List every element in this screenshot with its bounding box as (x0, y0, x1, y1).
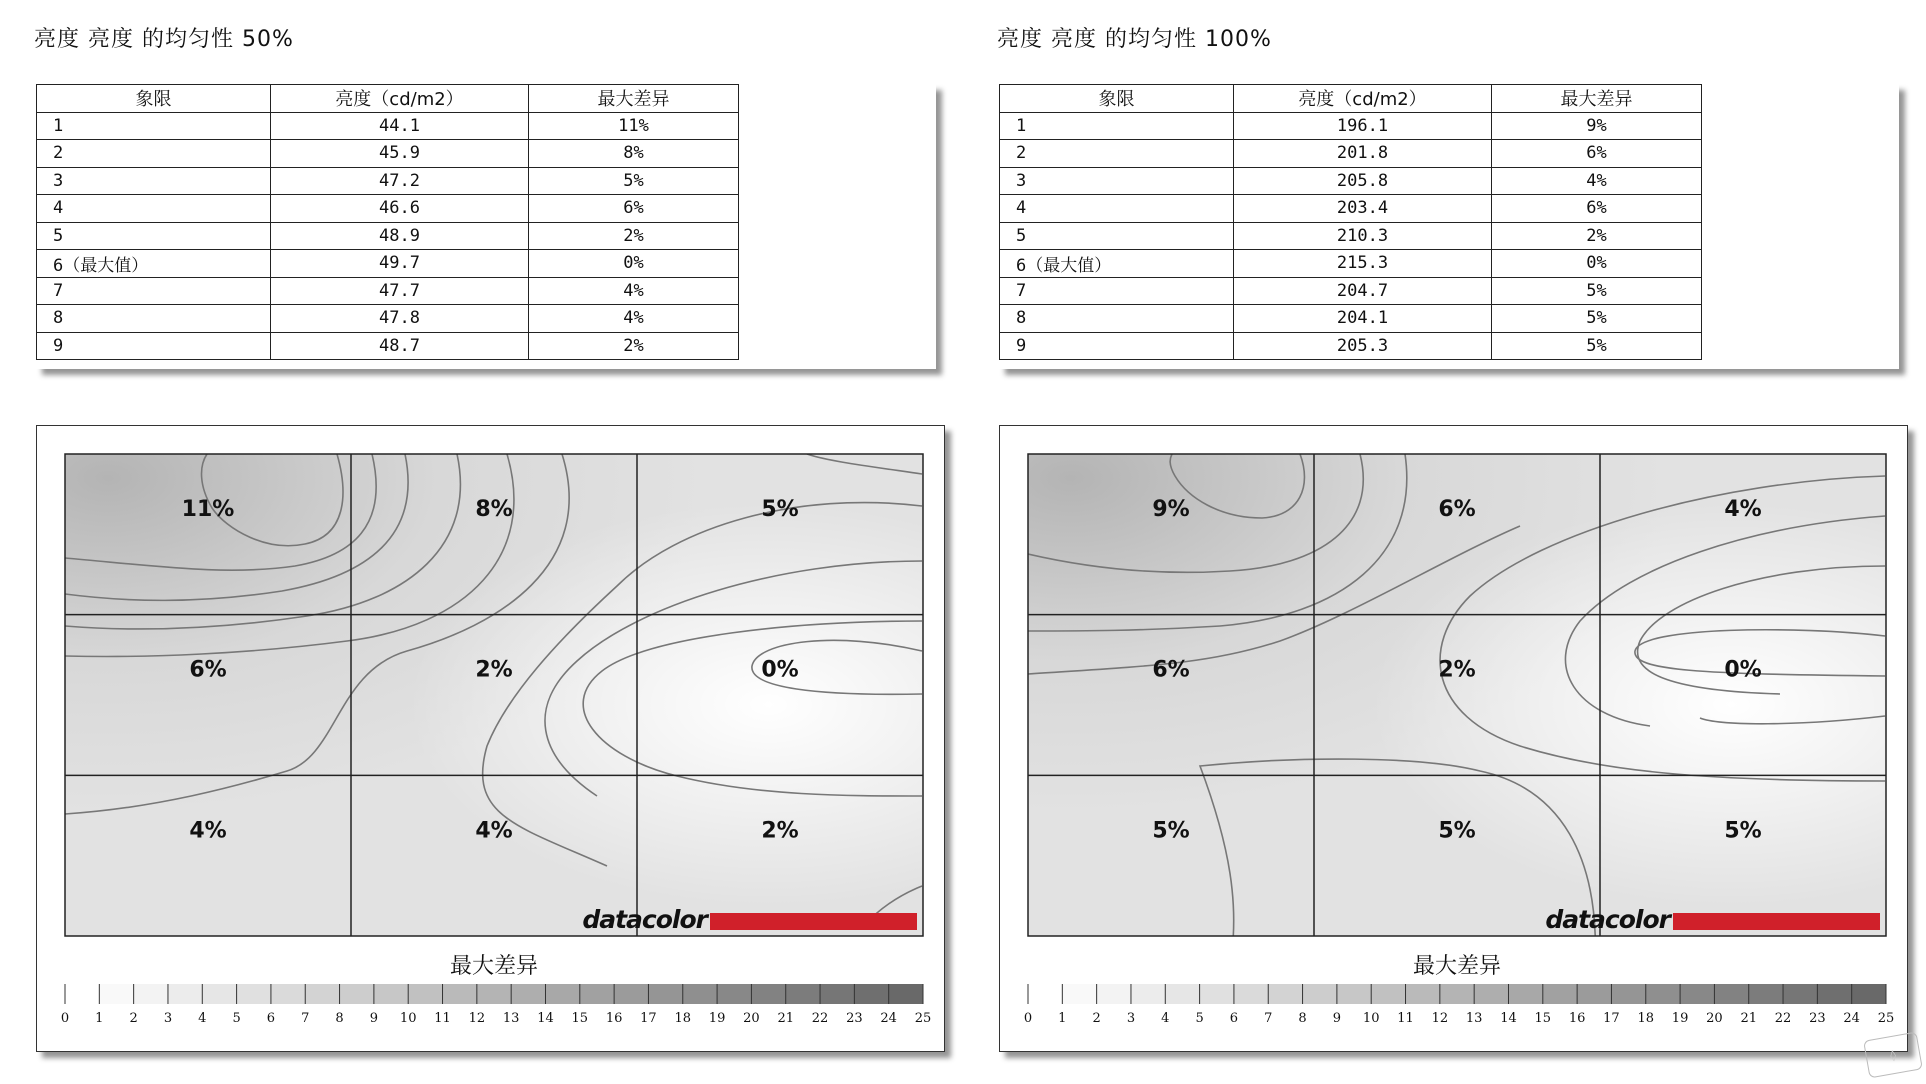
table-row (1000, 112, 1702, 140)
scale-tick-label: 9 (369, 1011, 379, 1026)
scale-swatch (614, 984, 648, 1004)
quadrant-value-label: 2% (475, 657, 513, 683)
scale-tick-label: 10 (399, 1011, 417, 1026)
scale-swatch (580, 984, 614, 1004)
scale-swatch (1234, 984, 1268, 1004)
max-difference-cell: 0% (529, 250, 739, 278)
table-row (37, 250, 739, 278)
scale-tick-label: 18 (1637, 1011, 1655, 1026)
scale-tick-label: 13 (502, 1011, 520, 1026)
scale-tick-label: 20 (743, 1011, 760, 1026)
scale-swatch (237, 984, 271, 1004)
table-row (37, 277, 739, 305)
max-difference-cell: 6% (1492, 140, 1702, 168)
scale-tick-label: 0 (1023, 1011, 1033, 1026)
luminance-cell: 196.1 (1234, 112, 1492, 140)
scale-swatch (1646, 984, 1680, 1004)
luminance-cell: 204.1 (1234, 305, 1492, 333)
quadrant-value-label: 5% (761, 497, 799, 522)
scale-swatch (1303, 984, 1337, 1004)
scale-tick-label: 22 (1774, 1011, 1792, 1026)
quadrant-value-label: 5% (1152, 818, 1190, 844)
scale-tick-label: 17 (640, 1011, 657, 1026)
quadrant-cell: 7 (1000, 277, 1234, 305)
scale-title: 最大差异 (449, 954, 539, 979)
table-header-cell: 亮度（cd/m2） (271, 85, 529, 113)
table-row (37, 305, 739, 333)
luminance-table (999, 84, 1702, 360)
scale-tick-label: 2 (1092, 1011, 1101, 1026)
table-row (37, 140, 739, 168)
quadrant-cell: 2 (37, 140, 271, 168)
quadrant-value-label: 5% (1724, 818, 1762, 844)
max-difference-cell: 5% (529, 167, 739, 195)
max-difference-cell: 8% (529, 140, 739, 168)
max-difference-cell: 5% (1492, 277, 1702, 305)
max-difference-cell: 6% (529, 195, 739, 223)
scale-tick-label: 14 (1500, 1011, 1517, 1026)
table-row (37, 222, 739, 250)
quadrant-cell: 6（最大值） (37, 250, 271, 278)
datacolor-logo-bar (1673, 913, 1880, 930)
table-header-cell: 最大差异 (529, 85, 739, 113)
quadrant-value-label: 2% (1438, 657, 1476, 683)
quadrant-cell: 5 (1000, 222, 1234, 250)
scale-tick-label: 5 (1195, 1011, 1204, 1026)
quadrant-cell: 5 (37, 222, 271, 250)
panel-title: 亮度 亮度 的均匀性 100% (997, 27, 1272, 52)
max-difference-cell: 4% (529, 305, 739, 333)
panel-100 (963, 0, 1926, 1084)
luminance-cell: 49.7 (271, 250, 529, 278)
luminance-cell: 210.3 (1234, 222, 1492, 250)
quadrant-value-label: 4% (189, 818, 227, 844)
scale-swatch (1131, 984, 1165, 1004)
quadrant-value-label: 9% (1152, 497, 1190, 522)
table-header-cell: 象限 (1000, 85, 1234, 113)
scale-swatch (1165, 984, 1199, 1004)
scale-swatch (168, 984, 202, 1004)
scale-tick-label: 24 (1843, 1011, 1860, 1026)
scale-tick-label: 25 (914, 1011, 932, 1026)
table-row (1000, 332, 1702, 360)
quadrant-cell: 8 (1000, 305, 1234, 333)
datacolor-logo-text: datacolor (582, 905, 707, 934)
panel-title: 亮度 亮度 的均匀性 50% (34, 27, 294, 52)
table-row (37, 332, 739, 360)
scale-swatch (1543, 984, 1577, 1004)
max-difference-cell: 9% (1492, 112, 1702, 140)
scale-swatch (751, 984, 785, 1004)
scale-tick-label: 23 (846, 1011, 863, 1026)
scale-tick-label: 21 (1740, 1011, 1757, 1026)
scale-swatch (1337, 984, 1371, 1004)
max-difference-cell: 0% (1492, 250, 1702, 278)
quadrant-cell: 6（最大值） (1000, 250, 1234, 278)
scale-title: 最大差异 (1412, 954, 1502, 979)
scale-tick-label: 6 (1229, 1011, 1239, 1026)
quadrant-cell: 3 (37, 167, 271, 195)
scale-swatch (443, 984, 477, 1004)
scale-swatch (65, 984, 99, 1004)
uniformity-chart-card (999, 425, 1908, 1052)
scale-tick-label: 4 (198, 1011, 207, 1026)
scale-swatch (820, 984, 854, 1004)
luminance-cell: 203.4 (1234, 195, 1492, 223)
scale-tick-label: 4 (1161, 1011, 1170, 1026)
quadrant-cell: 9 (1000, 332, 1234, 360)
scale-swatch (271, 984, 305, 1004)
scale-tick-label: 18 (674, 1011, 692, 1026)
scale-tick-label: 19 (1671, 1011, 1689, 1026)
scale-swatch (1200, 984, 1234, 1004)
luminance-cell: 204.7 (1234, 277, 1492, 305)
quadrant-value-label: 0% (761, 657, 799, 683)
scale-swatch (374, 984, 408, 1004)
table-row (37, 195, 739, 223)
quadrant-value-label: 2% (761, 818, 799, 844)
quadrant-cell: 9 (37, 332, 271, 360)
scale-tick-label: 7 (1264, 1011, 1273, 1026)
luminance-cell: 45.9 (271, 140, 529, 168)
table-header-cell: 最大差异 (1492, 85, 1702, 113)
quadrant-value-label: 6% (189, 657, 227, 683)
table-header-cell: 象限 (37, 85, 271, 113)
scale-swatch (854, 984, 888, 1004)
scale-swatch (1508, 984, 1542, 1004)
max-difference-cell: 4% (529, 277, 739, 305)
max-difference-cell: 2% (1492, 222, 1702, 250)
scale-tick-label: 2 (129, 1011, 138, 1026)
table-header-row (37, 85, 739, 113)
table-row (1000, 195, 1702, 223)
uniformity-chart (37, 426, 944, 1051)
scale-tick-label: 15 (1534, 1011, 1552, 1026)
scale-tick-label: 20 (1706, 1011, 1723, 1026)
scale-swatch (1062, 984, 1096, 1004)
gray-scale-bar (1024, 984, 1894, 1026)
scale-swatch (1817, 984, 1851, 1004)
quadrant-value-label: 11% (181, 497, 235, 522)
scale-swatch (717, 984, 751, 1004)
scale-tick-label: 12 (468, 1011, 486, 1026)
scale-swatch (1371, 984, 1405, 1004)
luminance-cell: 47.7 (271, 277, 529, 305)
table-row (1000, 167, 1702, 195)
max-difference-cell: 4% (1492, 167, 1702, 195)
scale-swatch (1028, 984, 1062, 1004)
scale-swatch (683, 984, 717, 1004)
luminance-cell: 48.7 (271, 332, 529, 360)
quadrant-cell: 4 (37, 195, 271, 223)
scale-tick-label: 1 (95, 1011, 104, 1026)
max-difference-cell: 2% (529, 332, 739, 360)
quadrant-value-label: 6% (1152, 657, 1190, 683)
scale-tick-label: 1 (1058, 1011, 1067, 1026)
datacolor-logo-text: datacolor (1545, 905, 1670, 934)
scale-tick-label: 12 (1431, 1011, 1449, 1026)
table-card (999, 84, 1899, 369)
scale-swatch (477, 984, 511, 1004)
scale-swatch (134, 984, 168, 1004)
quadrant-cell: 1 (37, 112, 271, 140)
datacolor-logo-bar (710, 913, 917, 930)
scale-swatch (408, 984, 442, 1004)
scale-swatch (1474, 984, 1508, 1004)
table-row (1000, 140, 1702, 168)
scale-tick-label: 5 (232, 1011, 241, 1026)
scale-swatch (511, 984, 545, 1004)
scale-swatch (1852, 984, 1886, 1004)
scale-swatch (1440, 984, 1474, 1004)
table-header-row (1000, 85, 1702, 113)
table-row (1000, 305, 1702, 333)
scale-tick-label: 11 (1397, 1011, 1414, 1026)
scale-swatch (1611, 984, 1645, 1004)
scale-swatch (1714, 984, 1748, 1004)
quadrant-cell: 8 (37, 305, 271, 333)
table-row (37, 167, 739, 195)
quadrant-cell: 1 (1000, 112, 1234, 140)
max-difference-cell: 2% (529, 222, 739, 250)
scale-tick-label: 10 (1362, 1011, 1380, 1026)
scale-tick-label: 16 (1568, 1011, 1586, 1026)
scale-tick-label: 14 (537, 1011, 554, 1026)
contour-line (1850, 946, 1885, 969)
scale-tick-label: 21 (777, 1011, 794, 1026)
luminance-cell: 47.8 (271, 305, 529, 333)
scale-swatch (545, 984, 579, 1004)
scale-swatch (648, 984, 682, 1004)
luminance-cell: 46.6 (271, 195, 529, 223)
luminance-cell: 47.2 (271, 167, 529, 195)
scale-tick-label: 25 (1877, 1011, 1895, 1026)
scale-swatch (889, 984, 923, 1004)
luminance-cell: 201.8 (1234, 140, 1492, 168)
scale-tick-label: 7 (301, 1011, 310, 1026)
scale-swatch (1680, 984, 1714, 1004)
quadrant-value-label: 8% (475, 497, 513, 522)
quadrant-cell: 3 (1000, 167, 1234, 195)
scale-swatch (1783, 984, 1817, 1004)
scale-swatch (1577, 984, 1611, 1004)
scale-swatch (340, 984, 374, 1004)
scale-swatch (305, 984, 339, 1004)
watermark-icon: ◊ (1863, 1032, 1923, 1079)
scale-tick-label: 8 (335, 1011, 344, 1026)
plot-shade-bright (1028, 454, 1886, 936)
gray-scale-bar (61, 984, 931, 1026)
luminance-table (36, 84, 739, 360)
scale-swatch (786, 984, 820, 1004)
luminance-cell: 48.9 (271, 222, 529, 250)
table-row (1000, 222, 1702, 250)
luminance-cell: 205.8 (1234, 167, 1492, 195)
quadrant-value-label: 5% (1438, 818, 1476, 844)
contour-line (897, 936, 922, 969)
luminance-cell: 44.1 (271, 112, 529, 140)
scale-swatch (99, 984, 133, 1004)
scale-tick-label: 19 (708, 1011, 726, 1026)
quadrant-value-label: 4% (475, 818, 513, 844)
uniformity-chart (1000, 426, 1907, 1051)
scale-tick-label: 6 (266, 1011, 276, 1026)
scale-tick-label: 17 (1603, 1011, 1620, 1026)
scale-tick-label: 22 (811, 1011, 829, 1026)
scale-tick-label: 23 (1809, 1011, 1826, 1026)
scale-tick-label: 3 (1126, 1011, 1136, 1026)
scale-swatch (1268, 984, 1302, 1004)
scale-tick-label: 8 (1298, 1011, 1307, 1026)
scale-tick-label: 11 (434, 1011, 451, 1026)
max-difference-cell: 5% (1492, 332, 1702, 360)
scale-swatch (1406, 984, 1440, 1004)
scale-tick-label: 15 (571, 1011, 589, 1026)
luminance-cell: 205.3 (1234, 332, 1492, 360)
scale-tick-label: 13 (1465, 1011, 1483, 1026)
quadrant-cell: 2 (1000, 140, 1234, 168)
scale-tick-label: 9 (1332, 1011, 1342, 1026)
quadrant-value-label: 6% (1438, 497, 1476, 522)
scale-tick-label: 24 (880, 1011, 897, 1026)
scale-swatch (1749, 984, 1783, 1004)
table-row (1000, 250, 1702, 278)
scale-swatch (1097, 984, 1131, 1004)
quadrant-cell: 7 (37, 277, 271, 305)
quadrant-cell: 4 (1000, 195, 1234, 223)
quadrant-value-label: 0% (1724, 657, 1762, 683)
uniformity-chart-card (36, 425, 945, 1052)
scale-tick-label: 16 (605, 1011, 623, 1026)
luminance-cell: 215.3 (1234, 250, 1492, 278)
table-card (36, 84, 936, 369)
max-difference-cell: 6% (1492, 195, 1702, 223)
max-difference-cell: 11% (529, 112, 739, 140)
table-row (1000, 277, 1702, 305)
table-header-cell: 亮度（cd/m2） (1234, 85, 1492, 113)
scale-tick-label: 3 (163, 1011, 173, 1026)
plot-shade-bright (65, 454, 923, 936)
quadrant-value-label: 4% (1724, 497, 1762, 522)
scale-swatch (202, 984, 236, 1004)
scale-tick-label: 0 (60, 1011, 70, 1026)
max-difference-cell: 5% (1492, 305, 1702, 333)
table-row (37, 112, 739, 140)
